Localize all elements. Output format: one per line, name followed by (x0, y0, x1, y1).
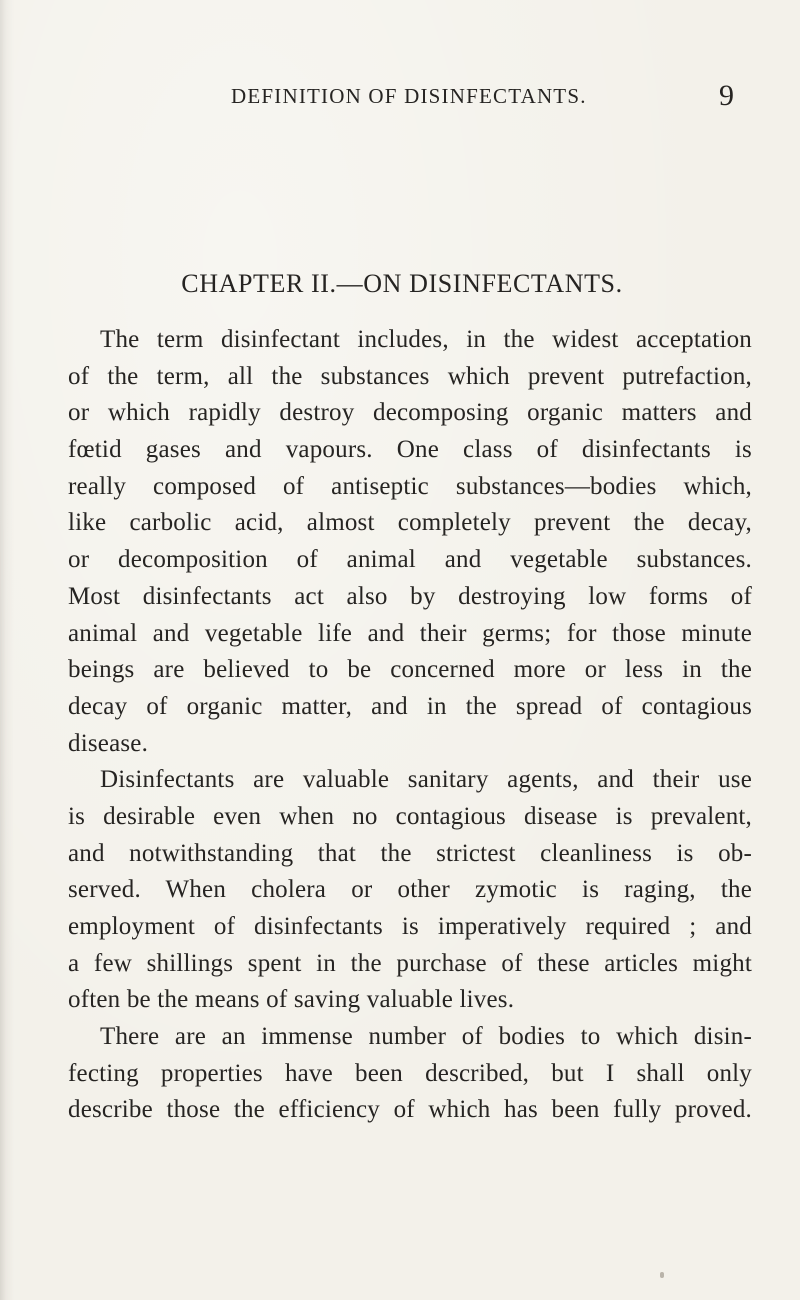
running-title: DEFINITION OF DISINFECTANTS. (231, 84, 587, 108)
text-line: animal and vegetable life and their germs; for those minute (68, 619, 752, 647)
text-line: There are an immense number of bodies to which disin- (100, 1023, 752, 1051)
text-line: fœtid gases and vapours. One class of disinfectants is (68, 436, 752, 464)
text-line: The term disinfectant includes, in the widest acceptation (100, 326, 752, 353)
text-line: disease. (68, 729, 149, 757)
text-line: or which rapidly destroy decomposing organic matters and (68, 399, 752, 427)
text-line: often be the means of saving valuable lives. (68, 986, 515, 1014)
chapter-title: CHAPTER II.—ON DISINFECTANTS. (181, 269, 623, 298)
text-line: decay of organic matter, and in the spread of contagious (68, 692, 752, 720)
text-line: is desirable even when no contagious disease is prevalent, (68, 802, 752, 830)
text-line: fecting properties have been described, but I shall only (68, 1059, 752, 1087)
text-line: a few shillings spent in the purchase of these articles might (68, 949, 752, 977)
running-head (0, 78, 800, 114)
page-number: 9 (719, 79, 734, 112)
text-line: and notwithstanding that the strictest cleanliness is ob- (68, 839, 752, 867)
text-line: Disinfectants are valuable sanitary agents, and their use (100, 766, 752, 794)
text-line: like carbolic acid, almost completely prevent the decay, (68, 509, 752, 537)
text-line: Most disinfectants act also by destroying low forms of (68, 582, 752, 610)
text-line: beings are believed to be concerned more or less in the (68, 656, 752, 684)
text-line: really composed of antiseptic substances—bodies which, (68, 472, 752, 500)
text-line: describe those the efficiency of which has been fully proved. (68, 1096, 752, 1124)
text-line: of the term, all the substances which prevent putrefaction, (68, 362, 752, 390)
text-line: served. When cholera or other zymotic is raging, the (68, 876, 752, 904)
text-line: employment of disinfectants is imperatively required ; and (68, 913, 752, 940)
ink-speck (660, 1272, 664, 1278)
text-line: or decomposition of animal and vegetable substances. (68, 546, 752, 574)
body-text (68, 322, 752, 1129)
